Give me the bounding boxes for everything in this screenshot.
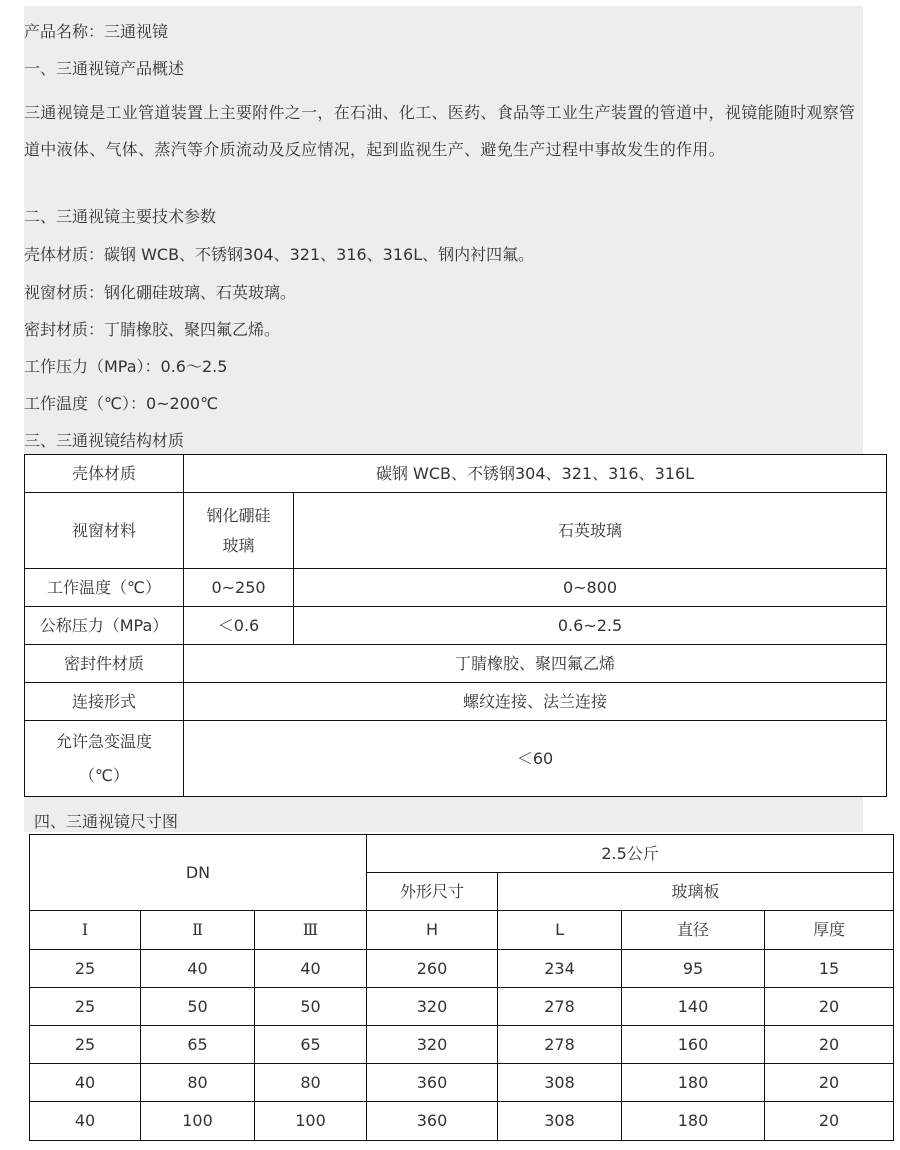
- table-cell: 50: [255, 988, 367, 1026]
- table-cell: 40: [30, 1064, 141, 1102]
- section1-heading: 一、三通视镜产品概述: [24, 59, 185, 78]
- col-header-iii: Ⅲ: [255, 911, 367, 950]
- section3-heading: 三、三通视镜结构材质: [24, 431, 185, 450]
- table-row: [30, 950, 894, 988]
- table-cell: 65: [255, 1026, 367, 1064]
- table-cell: 360: [367, 1102, 498, 1141]
- glass-plate-header: 玻璃板: [498, 873, 894, 911]
- table-cell: 260: [367, 950, 498, 988]
- table-cell: 160: [622, 1026, 765, 1064]
- window-option-b: 石英玻璃: [294, 493, 887, 569]
- col-header-i: Ⅰ: [30, 911, 141, 950]
- table-cell: 20: [765, 1102, 894, 1141]
- table-cell: 20: [765, 988, 894, 1026]
- col-header-h: H: [367, 911, 498, 950]
- table-cell: 95: [622, 950, 765, 988]
- table-row: [25, 683, 887, 721]
- table-row: [25, 493, 887, 569]
- seal-label: 密封件材质: [25, 645, 184, 683]
- dn-header: DN: [30, 835, 367, 911]
- param-seal: 密封材质：丁腈橡胶、聚四氟乙烯。: [24, 320, 281, 339]
- window-label: 视窗材料: [25, 493, 184, 569]
- table-row: [25, 607, 887, 645]
- table-cell: 50: [141, 988, 255, 1026]
- thermal-shock-label-line2: （℃）: [79, 765, 129, 785]
- table-row: [30, 988, 894, 1026]
- temp-label: 工作温度（℃）: [25, 569, 184, 607]
- table-cell: 308: [498, 1064, 622, 1102]
- table-cell: 180: [622, 1102, 765, 1141]
- col-header-l: L: [498, 911, 622, 950]
- table-row: [25, 569, 887, 607]
- table-cell: 140: [622, 988, 765, 1026]
- table-cell: 25: [30, 988, 141, 1026]
- shell-label: 壳体材质: [25, 455, 184, 493]
- col-header-thickness: 厚度: [765, 911, 894, 950]
- table-cell: 15: [765, 950, 894, 988]
- table-cell: 25: [30, 950, 141, 988]
- pressure-label: 公称压力（MPa）: [25, 607, 184, 645]
- window-option-a-line2: 玻璃: [222, 535, 255, 555]
- table-cell: 80: [255, 1064, 367, 1102]
- table-row: [30, 1102, 894, 1141]
- weight-header: 2.5公斤: [367, 835, 894, 873]
- param-temperature: 工作温度（℃）：0~200℃: [24, 394, 219, 413]
- pressure-b: 0.6~2.5: [294, 607, 887, 645]
- table-cell: 234: [498, 950, 622, 988]
- connection-value: 螺纹连接、法兰连接: [184, 683, 887, 721]
- param-window: 视窗材质：钢化硼硅玻璃、石英玻璃。: [24, 283, 297, 302]
- table-cell: 40: [141, 950, 255, 988]
- temp-a: 0~250: [184, 569, 294, 607]
- thermal-shock-label-line1: 允许急变温度: [55, 731, 152, 751]
- col-header-ii: Ⅱ: [141, 911, 255, 950]
- window-option-a: [184, 493, 294, 569]
- table-row: [30, 1026, 894, 1064]
- section2-heading: 二、三通视镜主要技术参数: [24, 207, 217, 226]
- table-cell: 320: [367, 988, 498, 1026]
- window-option-a-line1: 钢化硼硅: [206, 505, 271, 525]
- section1-text: 三通视镜是工业管道装置上主要附件之一，在石油、化工、医药、食品等工业生产装置的管道中，视镜能随时观察管道中液体、气体、蒸汽等介质流动及反应情况，起到监视生产、避免生产过程中事故发生的作用。: [24, 103, 856, 159]
- param-shell: 壳体材质：碳钢 WCB、不锈钢304、321、316、316L、钢内衬四氟。: [24, 245, 535, 264]
- connection-label: 连接形式: [25, 683, 184, 721]
- table-header-row: [30, 911, 894, 950]
- table-cell: 20: [765, 1064, 894, 1102]
- table-row: [25, 455, 887, 493]
- section4-heading: 四、三通视镜尺寸图: [34, 812, 179, 831]
- structure-material-table: [24, 454, 887, 797]
- product-name: 产品名称：三通视镜: [24, 22, 169, 41]
- param-pressure: 工作压力（MPa）：0.6～2.5: [24, 357, 228, 376]
- shell-value: 碳钢 WCB、不锈钢304、321、316、316L: [184, 455, 887, 493]
- temp-b: 0~800: [294, 569, 887, 607]
- table-header-row: [30, 835, 894, 873]
- table-cell: 360: [367, 1064, 498, 1102]
- table-cell: 278: [498, 1026, 622, 1064]
- table-cell: 80: [141, 1064, 255, 1102]
- table-cell: 40: [255, 950, 367, 988]
- table-cell: 100: [141, 1102, 255, 1141]
- table-cell: 20: [765, 1026, 894, 1064]
- table-row: [25, 721, 887, 797]
- pressure-a: ＜0.6: [184, 607, 294, 645]
- outer-dimension-header: 外形尺寸: [367, 873, 498, 911]
- table-cell: 308: [498, 1102, 622, 1141]
- table-cell: 100: [255, 1102, 367, 1141]
- table-cell: 180: [622, 1064, 765, 1102]
- table-cell: 278: [498, 988, 622, 1026]
- thermal-shock-value: ＜60: [184, 721, 887, 797]
- table-cell: 25: [30, 1026, 141, 1064]
- table-cell: 40: [30, 1102, 141, 1141]
- dimension-table: [29, 834, 894, 1141]
- thermal-shock-label: [25, 721, 184, 797]
- seal-value: 丁腈橡胶、聚四氟乙烯: [184, 645, 887, 683]
- col-header-diameter: 直径: [622, 911, 765, 950]
- table-cell: 65: [141, 1026, 255, 1064]
- table-cell: 320: [367, 1026, 498, 1064]
- table-row: [30, 1064, 894, 1102]
- table-row: [25, 645, 887, 683]
